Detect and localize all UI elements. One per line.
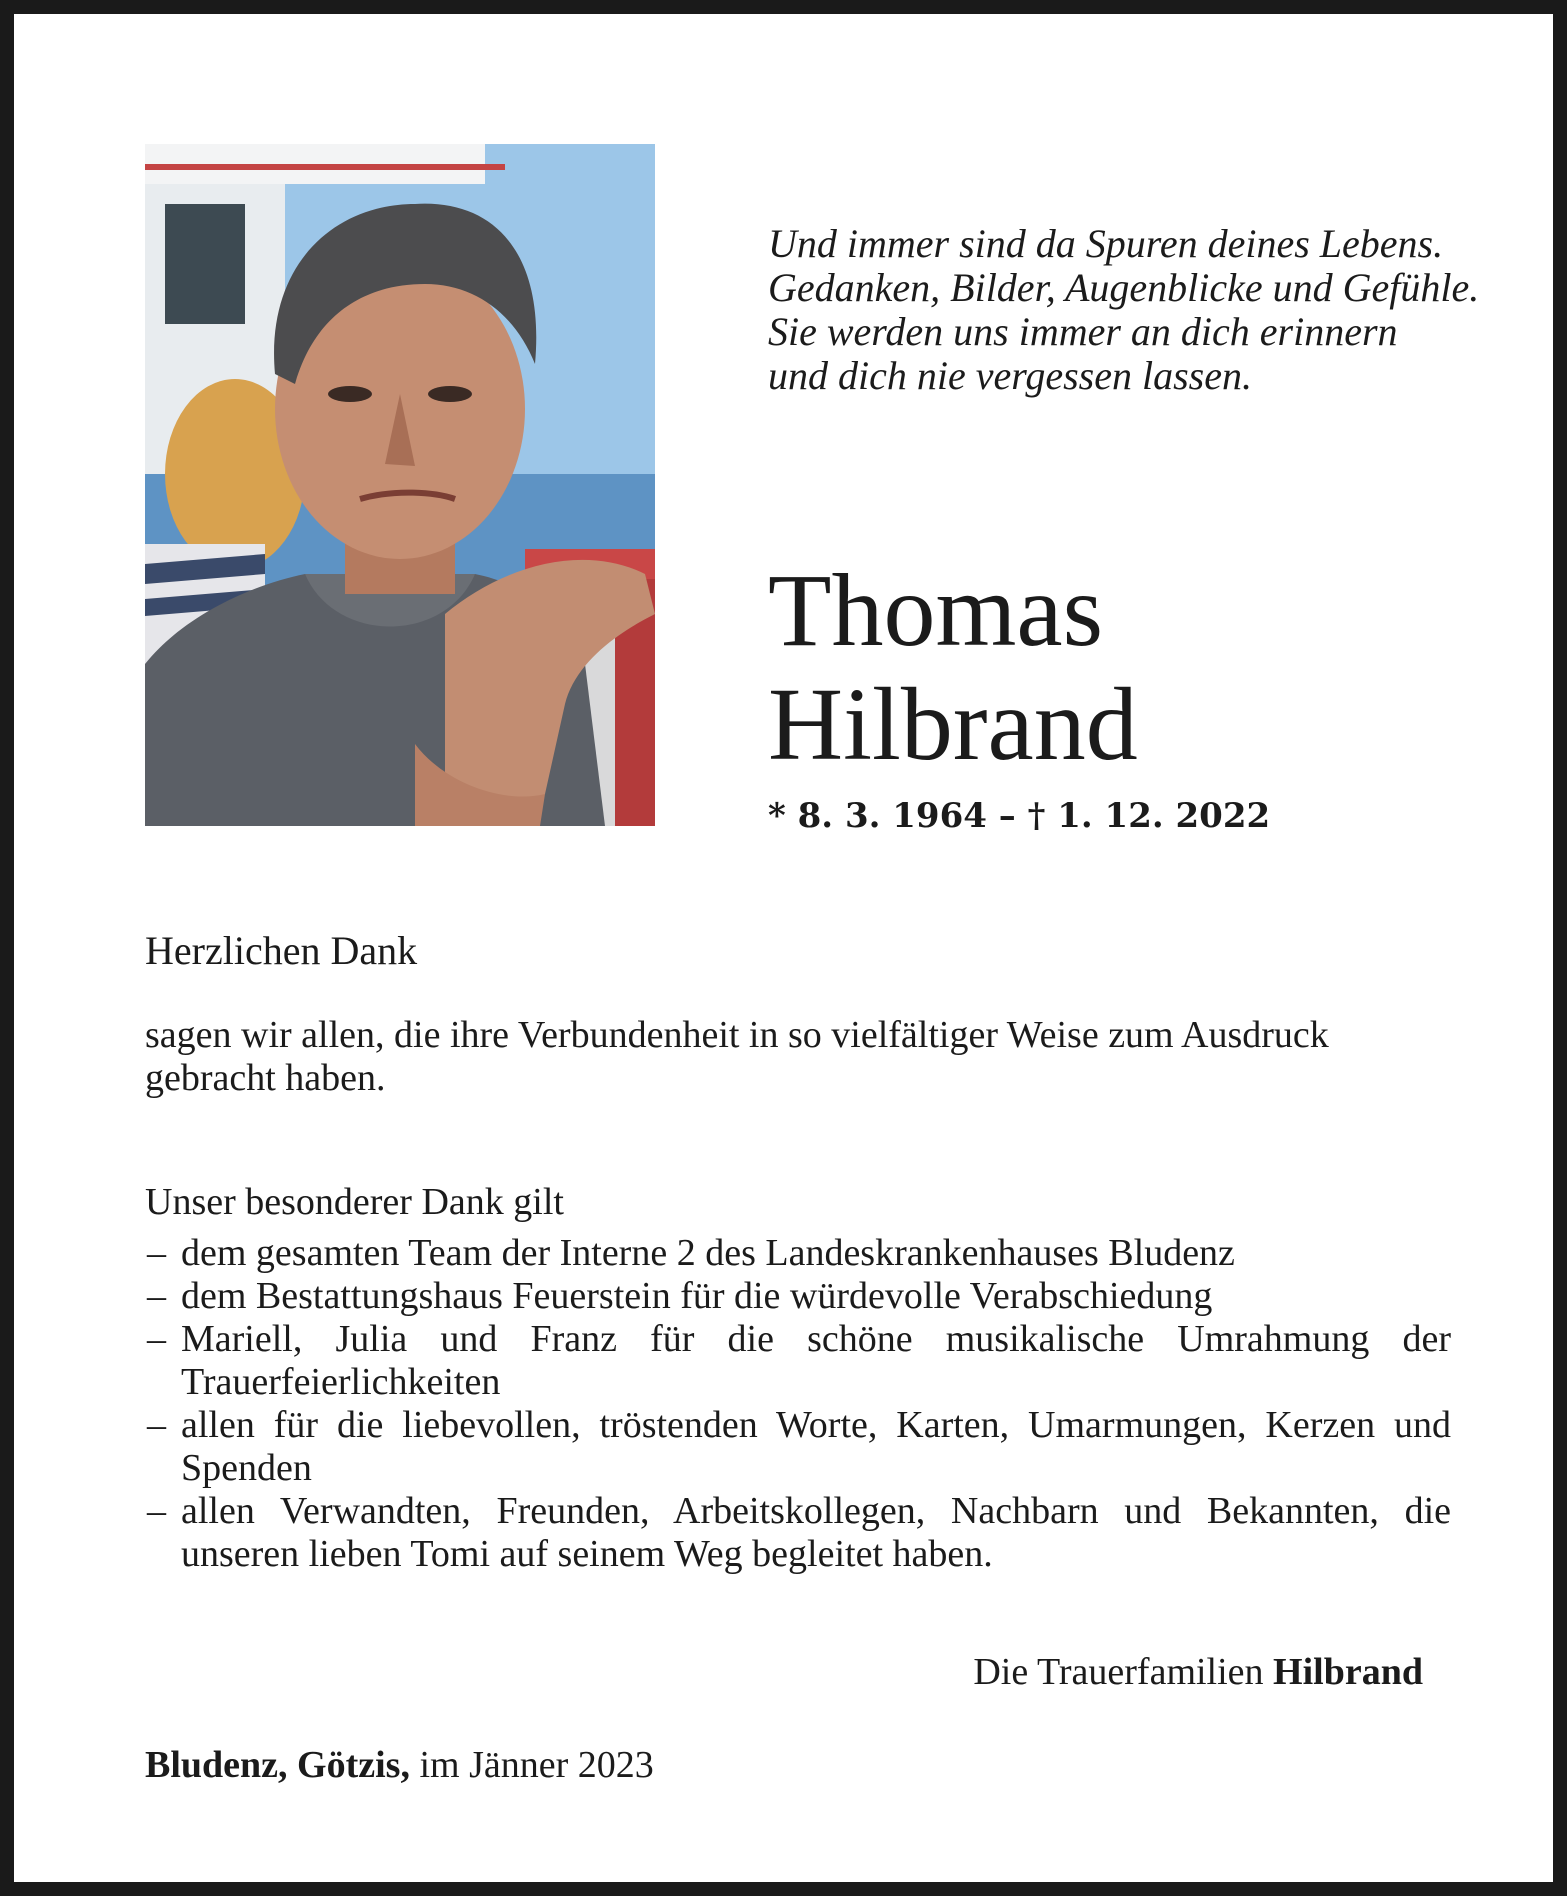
list-item-text: Mariell, Julia und Franz für die schöne musikalische Umrahmung der Trauerfeierlichkeiten: [181, 1318, 1451, 1403]
list-item-text: dem gesamten Team der Interne 2 des Landeskrankenhauses Bludenz: [181, 1232, 1235, 1274]
memorial-quote: [768, 222, 1488, 398]
thanks-list: [145, 1232, 1451, 1576]
dash-bullet: –: [147, 1318, 166, 1360]
dash-bullet: –: [147, 1490, 166, 1532]
dash-bullet: –: [147, 1232, 166, 1274]
list-item: [145, 1232, 1451, 1275]
place-towns: Bludenz, Götzis,: [145, 1744, 410, 1786]
list-item-text: allen für die liebevollen, tröstenden Worte, Karten, Umarmungen, Kerzen und Spenden: [181, 1404, 1451, 1489]
portrait-photo-icon: [145, 144, 655, 826]
last-name: Hilbrand: [768, 667, 1138, 782]
place-date-text: im Jänner 2023: [419, 1744, 654, 1786]
signature-prefix: Die Trauerfamilien: [973, 1651, 1264, 1693]
list-item: [145, 1490, 1451, 1576]
list-item: [145, 1318, 1451, 1404]
list-item-text: allen Verwandten, Freunden, Arbeitskollegen, Nachbarn und Bekannten, die unseren lieben Tomi auf seinem Weg begleitet haben.: [181, 1490, 1451, 1575]
dash-bullet: –: [147, 1404, 166, 1446]
thanks-paragraph-line: sagen wir allen, die ihre Verbundenheit in so vielfältiger Weise zum Ausdruck: [145, 1014, 1329, 1056]
portrait-photo: [145, 144, 655, 826]
quote-line: und dich nie vergessen lassen.: [768, 353, 1252, 398]
list-item: [145, 1404, 1451, 1490]
list-item-text: dem Bestattungshaus Feuerstein für die würdevolle Verabschiedung: [181, 1275, 1213, 1317]
thanks-paragraph: [145, 1014, 1451, 1100]
signature-family: Hilbrand: [1273, 1651, 1423, 1693]
first-name: Thomas: [768, 553, 1104, 668]
list-item: [145, 1275, 1451, 1318]
quote-line: Sie werden uns immer an dich erinnern: [768, 309, 1398, 354]
quote-line: Und immer sind da Spuren deines Lebens.: [768, 221, 1444, 266]
deceased-name: [768, 554, 1488, 782]
life-dates: * 8. 3. 1964 – † 1. 12. 2022: [768, 796, 1271, 836]
signature: [973, 1648, 1423, 1696]
place-date: [145, 1741, 654, 1789]
thanks-heading: Herzlichen Dank: [145, 928, 418, 973]
dash-bullet: –: [147, 1275, 166, 1317]
quote-line: Gedanken, Bilder, Augenblicke und Gefühle.: [768, 265, 1480, 310]
thanks-paragraph-line: gebracht haben.: [145, 1057, 386, 1099]
thanks-intro: Unser besonderer Dank gilt: [145, 1181, 564, 1223]
